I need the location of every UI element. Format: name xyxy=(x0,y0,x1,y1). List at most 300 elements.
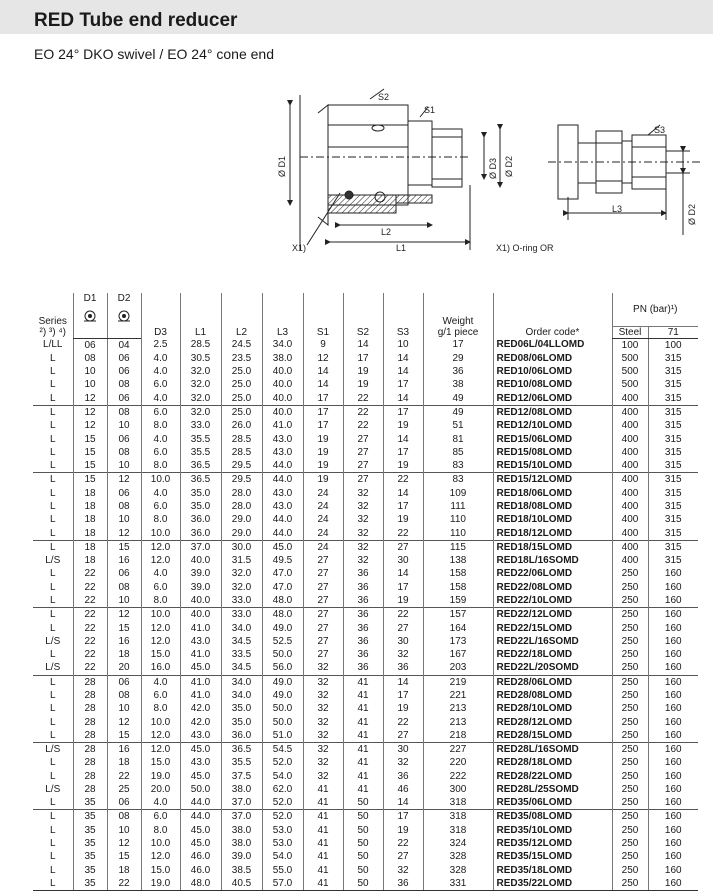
cell-l3: 54.5 xyxy=(262,742,303,756)
cell-d2: 12 xyxy=(107,526,141,540)
cell-pn-71: 160 xyxy=(648,824,698,837)
cell-order-code: RED22/18LOMD xyxy=(493,648,612,661)
cell-pn-steel: 400 xyxy=(612,446,648,459)
cell-s2: 27 xyxy=(343,432,383,445)
cell-l3: 40.0 xyxy=(262,365,303,378)
cell-l3: 44.0 xyxy=(262,513,303,526)
cell-l1: 35.0 xyxy=(180,500,221,513)
cell-l2: 32.0 xyxy=(221,581,262,594)
cell-series: L xyxy=(49,487,56,499)
cell-series: L xyxy=(49,420,56,432)
cell-s2: 32 xyxy=(343,554,383,567)
cell-d2: 04 xyxy=(107,338,141,352)
cell-order-code: RED22/10LOMD xyxy=(493,594,612,608)
cell-d1: 28 xyxy=(73,742,107,756)
cell-order-code: RED18/15LOMD xyxy=(493,540,612,554)
cell-l2: 38.5 xyxy=(221,863,262,876)
cell-l2: 25.0 xyxy=(221,365,262,378)
cell-l1: 35.5 xyxy=(180,432,221,445)
cell-l3: 55.0 xyxy=(262,863,303,876)
cell-d1: 15 xyxy=(73,459,107,473)
cell-d2: 12 xyxy=(107,837,141,850)
cell-series: L/LL xyxy=(43,339,63,351)
cell-order-code: RED28/18LOMD xyxy=(493,756,612,769)
cell-s2: 50 xyxy=(343,796,383,810)
cell-pn-71: 160 xyxy=(648,850,698,863)
cell-d1: 18 xyxy=(73,554,107,567)
cell-d2: 10 xyxy=(107,513,141,526)
cell-l3: 40.0 xyxy=(262,378,303,391)
page-subtitle: EO 24° DKO swivel / EO 24° cone end xyxy=(34,46,274,62)
cell-s2: 36 xyxy=(343,635,383,648)
cell-d1: 35 xyxy=(73,796,107,810)
cell-pn-steel: 250 xyxy=(612,850,648,863)
cell-s3: 19 xyxy=(383,513,423,526)
cell-l2: 34.5 xyxy=(221,635,262,648)
cell-l3: 43.0 xyxy=(262,500,303,513)
cell-s3: 19 xyxy=(383,824,423,837)
cell-s2: 19 xyxy=(343,365,383,378)
col-d1: D1 xyxy=(73,293,107,309)
cell-s3: 22 xyxy=(383,608,423,622)
cell-pn-71: 160 xyxy=(648,863,698,876)
cell-s1: 32 xyxy=(303,729,343,743)
cell-order-code: RED28/22LOMD xyxy=(493,770,612,783)
cell-d2: 12 xyxy=(107,608,141,622)
cell-l2: 33.5 xyxy=(221,648,262,661)
cell-order-code: RED15/08LOMD xyxy=(493,446,612,459)
cell-l3: 40.0 xyxy=(262,392,303,406)
cell-pn-steel: 400 xyxy=(612,540,648,554)
cell-s2: 41 xyxy=(343,783,383,796)
cell-l1: 44.0 xyxy=(180,796,221,810)
cell-s3: 30 xyxy=(383,554,423,567)
cell-s1: 24 xyxy=(303,500,343,513)
cell-order-code: RED18/12LOMD xyxy=(493,526,612,540)
table-row xyxy=(33,500,698,513)
cell-d1: 35 xyxy=(73,810,107,824)
cell-l2: 28.0 xyxy=(221,500,262,513)
cell-order-code: RED28/06LOMD xyxy=(493,675,612,689)
cell-l2: 26.0 xyxy=(221,419,262,432)
cell-pn-71: 315 xyxy=(648,446,698,459)
cell-pn-71: 160 xyxy=(648,770,698,783)
table-row xyxy=(33,352,698,365)
cell-l3: 47.0 xyxy=(262,567,303,580)
cell-d1: 28 xyxy=(73,689,107,702)
cell-l3: 49.0 xyxy=(262,621,303,634)
col-d2-spacer xyxy=(107,326,141,338)
cell-order-code: RED08/06LOMD xyxy=(493,352,612,365)
cell-l3: 43.0 xyxy=(262,446,303,459)
cell-d3: 12.0 xyxy=(141,742,180,756)
cell-weight: 158 xyxy=(423,567,493,580)
cell-d2: 18 xyxy=(107,648,141,661)
cell-s2: 22 xyxy=(343,405,383,419)
cell-series: L xyxy=(49,433,56,445)
cell-pn-steel: 250 xyxy=(612,594,648,608)
table-row xyxy=(33,459,698,473)
cell-d2: 12 xyxy=(107,715,141,728)
cell-order-code: RED12/10LOMD xyxy=(493,419,612,432)
cell-pn-steel: 400 xyxy=(612,526,648,540)
cell-pn-71: 315 xyxy=(648,392,698,406)
cell-s3: 19 xyxy=(383,459,423,473)
cell-l1: 45.0 xyxy=(180,770,221,783)
col-series-label: Series xyxy=(38,316,67,327)
cell-pn-steel: 250 xyxy=(612,877,648,891)
cell-weight: 300 xyxy=(423,783,493,796)
table-row xyxy=(33,702,698,715)
cell-series: L/S xyxy=(45,555,61,567)
cell-weight: 158 xyxy=(423,581,493,594)
cell-l2: 25.0 xyxy=(221,392,262,406)
cell-weight: 138 xyxy=(423,554,493,567)
cell-s2: 14 xyxy=(343,338,383,352)
cell-order-code: RED22L/20SOMD xyxy=(493,661,612,675)
cell-d3: 12.0 xyxy=(141,635,180,648)
cell-s2: 22 xyxy=(343,419,383,432)
cell-pn-71: 315 xyxy=(648,513,698,526)
cell-pn-71: 315 xyxy=(648,554,698,567)
cell-order-code: RED18/10LOMD xyxy=(493,513,612,526)
cell-pn-steel: 400 xyxy=(612,500,648,513)
cell-pn-71: 160 xyxy=(648,729,698,743)
col-order-code: Order code* xyxy=(493,293,612,338)
cell-order-code: RED18/06LOMD xyxy=(493,487,612,500)
cell-series: L/S xyxy=(45,783,61,795)
table-row xyxy=(33,554,698,567)
cell-s1: 32 xyxy=(303,742,343,756)
cell-s1: 17 xyxy=(303,405,343,419)
cell-weight: 164 xyxy=(423,621,493,634)
cell-weight: 29 xyxy=(423,352,493,365)
cell-s2: 32 xyxy=(343,513,383,526)
table-row xyxy=(33,783,698,796)
cell-weight: 110 xyxy=(423,526,493,540)
cell-l2: 34.0 xyxy=(221,621,262,634)
cell-s3: 14 xyxy=(383,352,423,365)
cell-d1: 06 xyxy=(73,338,107,352)
cell-pn-steel: 250 xyxy=(612,702,648,715)
cell-d3: 2.5 xyxy=(141,338,180,352)
cell-pn-steel: 250 xyxy=(612,715,648,728)
cell-series: L xyxy=(49,851,56,863)
cell-l1: 43.0 xyxy=(180,756,221,769)
cell-d1: 12 xyxy=(73,405,107,419)
table-row xyxy=(33,756,698,769)
cell-pn-71: 160 xyxy=(648,715,698,728)
cell-l1: 40.0 xyxy=(180,594,221,608)
cell-pn-steel: 400 xyxy=(612,392,648,406)
cell-d2: 06 xyxy=(107,352,141,365)
cell-pn-steel: 400 xyxy=(612,405,648,419)
cell-l2: 37.0 xyxy=(221,810,262,824)
cell-series: L xyxy=(49,838,56,850)
cell-s1: 24 xyxy=(303,540,343,554)
cell-d3: 6.0 xyxy=(141,500,180,513)
cell-d1: 22 xyxy=(73,608,107,622)
cell-s3: 22 xyxy=(383,473,423,487)
cell-d2: 08 xyxy=(107,378,141,391)
cell-s3: 14 xyxy=(383,392,423,406)
cell-pn-71: 315 xyxy=(648,405,698,419)
cell-series: L xyxy=(49,757,56,769)
cell-s2: 22 xyxy=(343,392,383,406)
cell-d1: 12 xyxy=(73,392,107,406)
col-s3: S3 xyxy=(383,293,423,338)
cell-d1: 18 xyxy=(73,540,107,554)
cell-pn-steel: 250 xyxy=(612,783,648,796)
cell-s2: 50 xyxy=(343,877,383,891)
cell-l2: 34.5 xyxy=(221,661,262,675)
cell-series: L xyxy=(49,770,56,782)
table-row xyxy=(33,581,698,594)
cell-d1: 35 xyxy=(73,877,107,891)
cell-d2: 10 xyxy=(107,419,141,432)
cell-d1: 18 xyxy=(73,513,107,526)
cell-d3: 8.0 xyxy=(141,513,180,526)
cell-s2: 41 xyxy=(343,742,383,756)
cell-pn-steel: 250 xyxy=(612,729,648,743)
cell-pn-71: 315 xyxy=(648,419,698,432)
cell-order-code: RED28/08LOMD xyxy=(493,689,612,702)
table-row xyxy=(33,338,698,352)
cell-s1: 19 xyxy=(303,432,343,445)
cell-s3: 32 xyxy=(383,863,423,876)
cell-pn-71: 315 xyxy=(648,352,698,365)
cell-weight: 17 xyxy=(423,338,493,352)
cell-d1: 08 xyxy=(73,352,107,365)
cell-l2: 25.0 xyxy=(221,378,262,391)
cell-d2: 06 xyxy=(107,365,141,378)
cell-d3: 8.0 xyxy=(141,702,180,715)
cell-s2: 36 xyxy=(343,661,383,675)
cell-d1: 22 xyxy=(73,661,107,675)
cell-series: L xyxy=(33,877,73,891)
table-row xyxy=(33,526,698,540)
cell-weight: 109 xyxy=(423,487,493,500)
table-row xyxy=(33,661,698,675)
cell-l2: 30.0 xyxy=(221,540,262,554)
cell-d2: 06 xyxy=(107,796,141,810)
cell-weight: 219 xyxy=(423,675,493,689)
cell-l1: 35.5 xyxy=(180,446,221,459)
cell-d2: 25 xyxy=(107,783,141,796)
cell-weight: 328 xyxy=(423,863,493,876)
cell-series: L xyxy=(49,864,56,876)
table-row xyxy=(33,850,698,863)
cell-s1: 32 xyxy=(303,770,343,783)
cell-d3: 6.0 xyxy=(141,581,180,594)
table-row xyxy=(33,675,698,689)
cell-series: L/S xyxy=(33,742,73,756)
cell-l1: 50.0 xyxy=(180,783,221,796)
cell-s2: 36 xyxy=(343,581,383,594)
cell-l2: 36.5 xyxy=(221,742,262,756)
cell-s1: 14 xyxy=(303,378,343,391)
cell-d3: 12.0 xyxy=(141,729,180,743)
cell-s1: 32 xyxy=(303,661,343,675)
cell-s1: 32 xyxy=(303,675,343,689)
cell-l2: 34.0 xyxy=(221,675,262,689)
cell-l3: 38.0 xyxy=(262,352,303,365)
cell-s3: 17 xyxy=(383,378,423,391)
cell-l2: 38.0 xyxy=(221,783,262,796)
cell-pn-71: 160 xyxy=(648,621,698,634)
cell-s2: 17 xyxy=(343,352,383,365)
cell-l3: 53.0 xyxy=(262,824,303,837)
cell-series: L xyxy=(33,405,73,419)
label-l2: L2 xyxy=(381,227,392,237)
cell-d2: 15 xyxy=(107,540,141,554)
cell-l3: 47.0 xyxy=(262,581,303,594)
cell-l2: 37.5 xyxy=(221,770,262,783)
cell-l2: 29.0 xyxy=(221,513,262,526)
cell-l1: 35.0 xyxy=(180,487,221,500)
cell-d2: 06 xyxy=(107,392,141,406)
cell-d1: 28 xyxy=(73,770,107,783)
cell-s3: 27 xyxy=(383,621,423,634)
cell-order-code: RED35/22LOMD xyxy=(493,877,612,891)
cell-weight: 167 xyxy=(423,648,493,661)
cell-pn-71: 160 xyxy=(648,594,698,608)
cell-weight: 49 xyxy=(423,405,493,419)
cell-order-code: RED35/08LOMD xyxy=(493,810,612,824)
cell-l1: 45.0 xyxy=(180,837,221,850)
cell-d2: 20 xyxy=(107,661,141,675)
cell-l1: 40.0 xyxy=(180,554,221,567)
cell-pn-71: 160 xyxy=(648,702,698,715)
cell-l1: 30.5 xyxy=(180,352,221,365)
cell-s1: 41 xyxy=(303,783,343,796)
cell-d1: 22 xyxy=(73,635,107,648)
cell-d1: 22 xyxy=(73,648,107,661)
cell-l1: 36.0 xyxy=(180,526,221,540)
cell-pn-71: 160 xyxy=(648,783,698,796)
cell-pn-71: 315 xyxy=(648,526,698,540)
cell-order-code: RED15/12LOMD xyxy=(493,473,612,487)
cell-d2: 10 xyxy=(107,702,141,715)
cell-pn-steel: 250 xyxy=(612,756,648,769)
cell-pn-steel: 400 xyxy=(612,459,648,473)
table-row xyxy=(33,540,698,554)
cell-l3: 51.0 xyxy=(262,729,303,743)
tube-end-icon xyxy=(83,309,97,323)
cell-l2: 37.0 xyxy=(221,796,262,810)
cell-s3: 36 xyxy=(383,661,423,675)
cell-s3: 27 xyxy=(383,540,423,554)
cell-weight: 203 xyxy=(423,661,493,675)
cell-order-code: RED28/15LOMD xyxy=(493,729,612,743)
cell-order-code: RED35/10LOMD xyxy=(493,824,612,837)
cell-l1: 45.0 xyxy=(180,742,221,756)
cell-pn-71: 160 xyxy=(648,648,698,661)
cell-l1: 42.0 xyxy=(180,702,221,715)
cell-l3: 44.0 xyxy=(262,526,303,540)
cell-pn-71: 315 xyxy=(648,365,698,378)
cell-d1: 28 xyxy=(73,756,107,769)
table-row xyxy=(33,837,698,850)
tube-end-icon xyxy=(117,309,131,323)
cell-d3: 6.0 xyxy=(141,446,180,459)
cell-pn-steel: 250 xyxy=(612,675,648,689)
table-row xyxy=(33,405,698,419)
cell-l2: 28.5 xyxy=(221,446,262,459)
cell-l3: 43.0 xyxy=(262,487,303,500)
col-weight-label: Weight xyxy=(442,316,474,327)
cell-l1: 37.0 xyxy=(180,540,221,554)
cell-d1: 28 xyxy=(73,729,107,743)
cell-s3: 22 xyxy=(383,715,423,728)
cell-pn-steel: 100 xyxy=(612,338,648,352)
cell-d1: 28 xyxy=(73,702,107,715)
cell-l3: 43.0 xyxy=(262,432,303,445)
cell-l1: 33.0 xyxy=(180,419,221,432)
cell-s2: 50 xyxy=(343,837,383,850)
cell-d3: 4.0 xyxy=(141,432,180,445)
cell-s2: 41 xyxy=(343,715,383,728)
cell-order-code: RED22/12LOMD xyxy=(493,608,612,622)
cell-d3: 6.0 xyxy=(141,378,180,391)
cell-d1: 15 xyxy=(73,432,107,445)
cell-d1: 35 xyxy=(73,837,107,850)
cell-order-code: RED22/15LOMD xyxy=(493,621,612,634)
cell-s2: 27 xyxy=(343,459,383,473)
table-row xyxy=(33,513,698,526)
cell-pn-71: 160 xyxy=(648,689,698,702)
cell-weight: 159 xyxy=(423,594,493,608)
cell-d3: 4.0 xyxy=(141,567,180,580)
cell-l3: 54.0 xyxy=(262,770,303,783)
cell-s1: 17 xyxy=(303,392,343,406)
cell-s1: 41 xyxy=(303,863,343,876)
cell-pn-steel: 400 xyxy=(612,554,648,567)
cell-series: L xyxy=(33,608,73,622)
cell-pn-steel: 250 xyxy=(612,689,648,702)
cell-d3: 8.0 xyxy=(141,594,180,608)
cell-weight: 324 xyxy=(423,837,493,850)
cell-s2: 27 xyxy=(343,446,383,459)
cell-l2: 29.0 xyxy=(221,526,262,540)
cell-s1: 27 xyxy=(303,621,343,634)
cell-series: L xyxy=(49,622,56,634)
page-title: RED Tube end reducer xyxy=(34,10,238,31)
cell-d3: 12.0 xyxy=(141,540,180,554)
cell-s1: 32 xyxy=(303,756,343,769)
cell-series: L xyxy=(49,501,56,513)
col-pn: PN (bar)¹) xyxy=(612,293,698,326)
cell-series: L xyxy=(49,379,56,391)
cell-s2: 32 xyxy=(343,540,383,554)
cell-series: L xyxy=(49,689,56,701)
label-s1: S1 xyxy=(424,105,436,115)
cell-order-code: RED06L/04LLOMD xyxy=(493,338,612,352)
cell-l1: 41.0 xyxy=(180,648,221,661)
cell-s2: 50 xyxy=(343,824,383,837)
cell-s3: 32 xyxy=(383,648,423,661)
cell-d2: 10 xyxy=(107,459,141,473)
cell-s2: 27 xyxy=(343,473,383,487)
cell-s2: 32 xyxy=(343,526,383,540)
cell-d2: 15 xyxy=(107,729,141,743)
cell-l1: 43.0 xyxy=(180,635,221,648)
cell-series: L xyxy=(49,392,56,404)
cell-d2: 06 xyxy=(107,487,141,500)
cell-weight: 213 xyxy=(423,702,493,715)
cell-weight: 213 xyxy=(423,715,493,728)
cell-d3: 20.0 xyxy=(141,783,180,796)
